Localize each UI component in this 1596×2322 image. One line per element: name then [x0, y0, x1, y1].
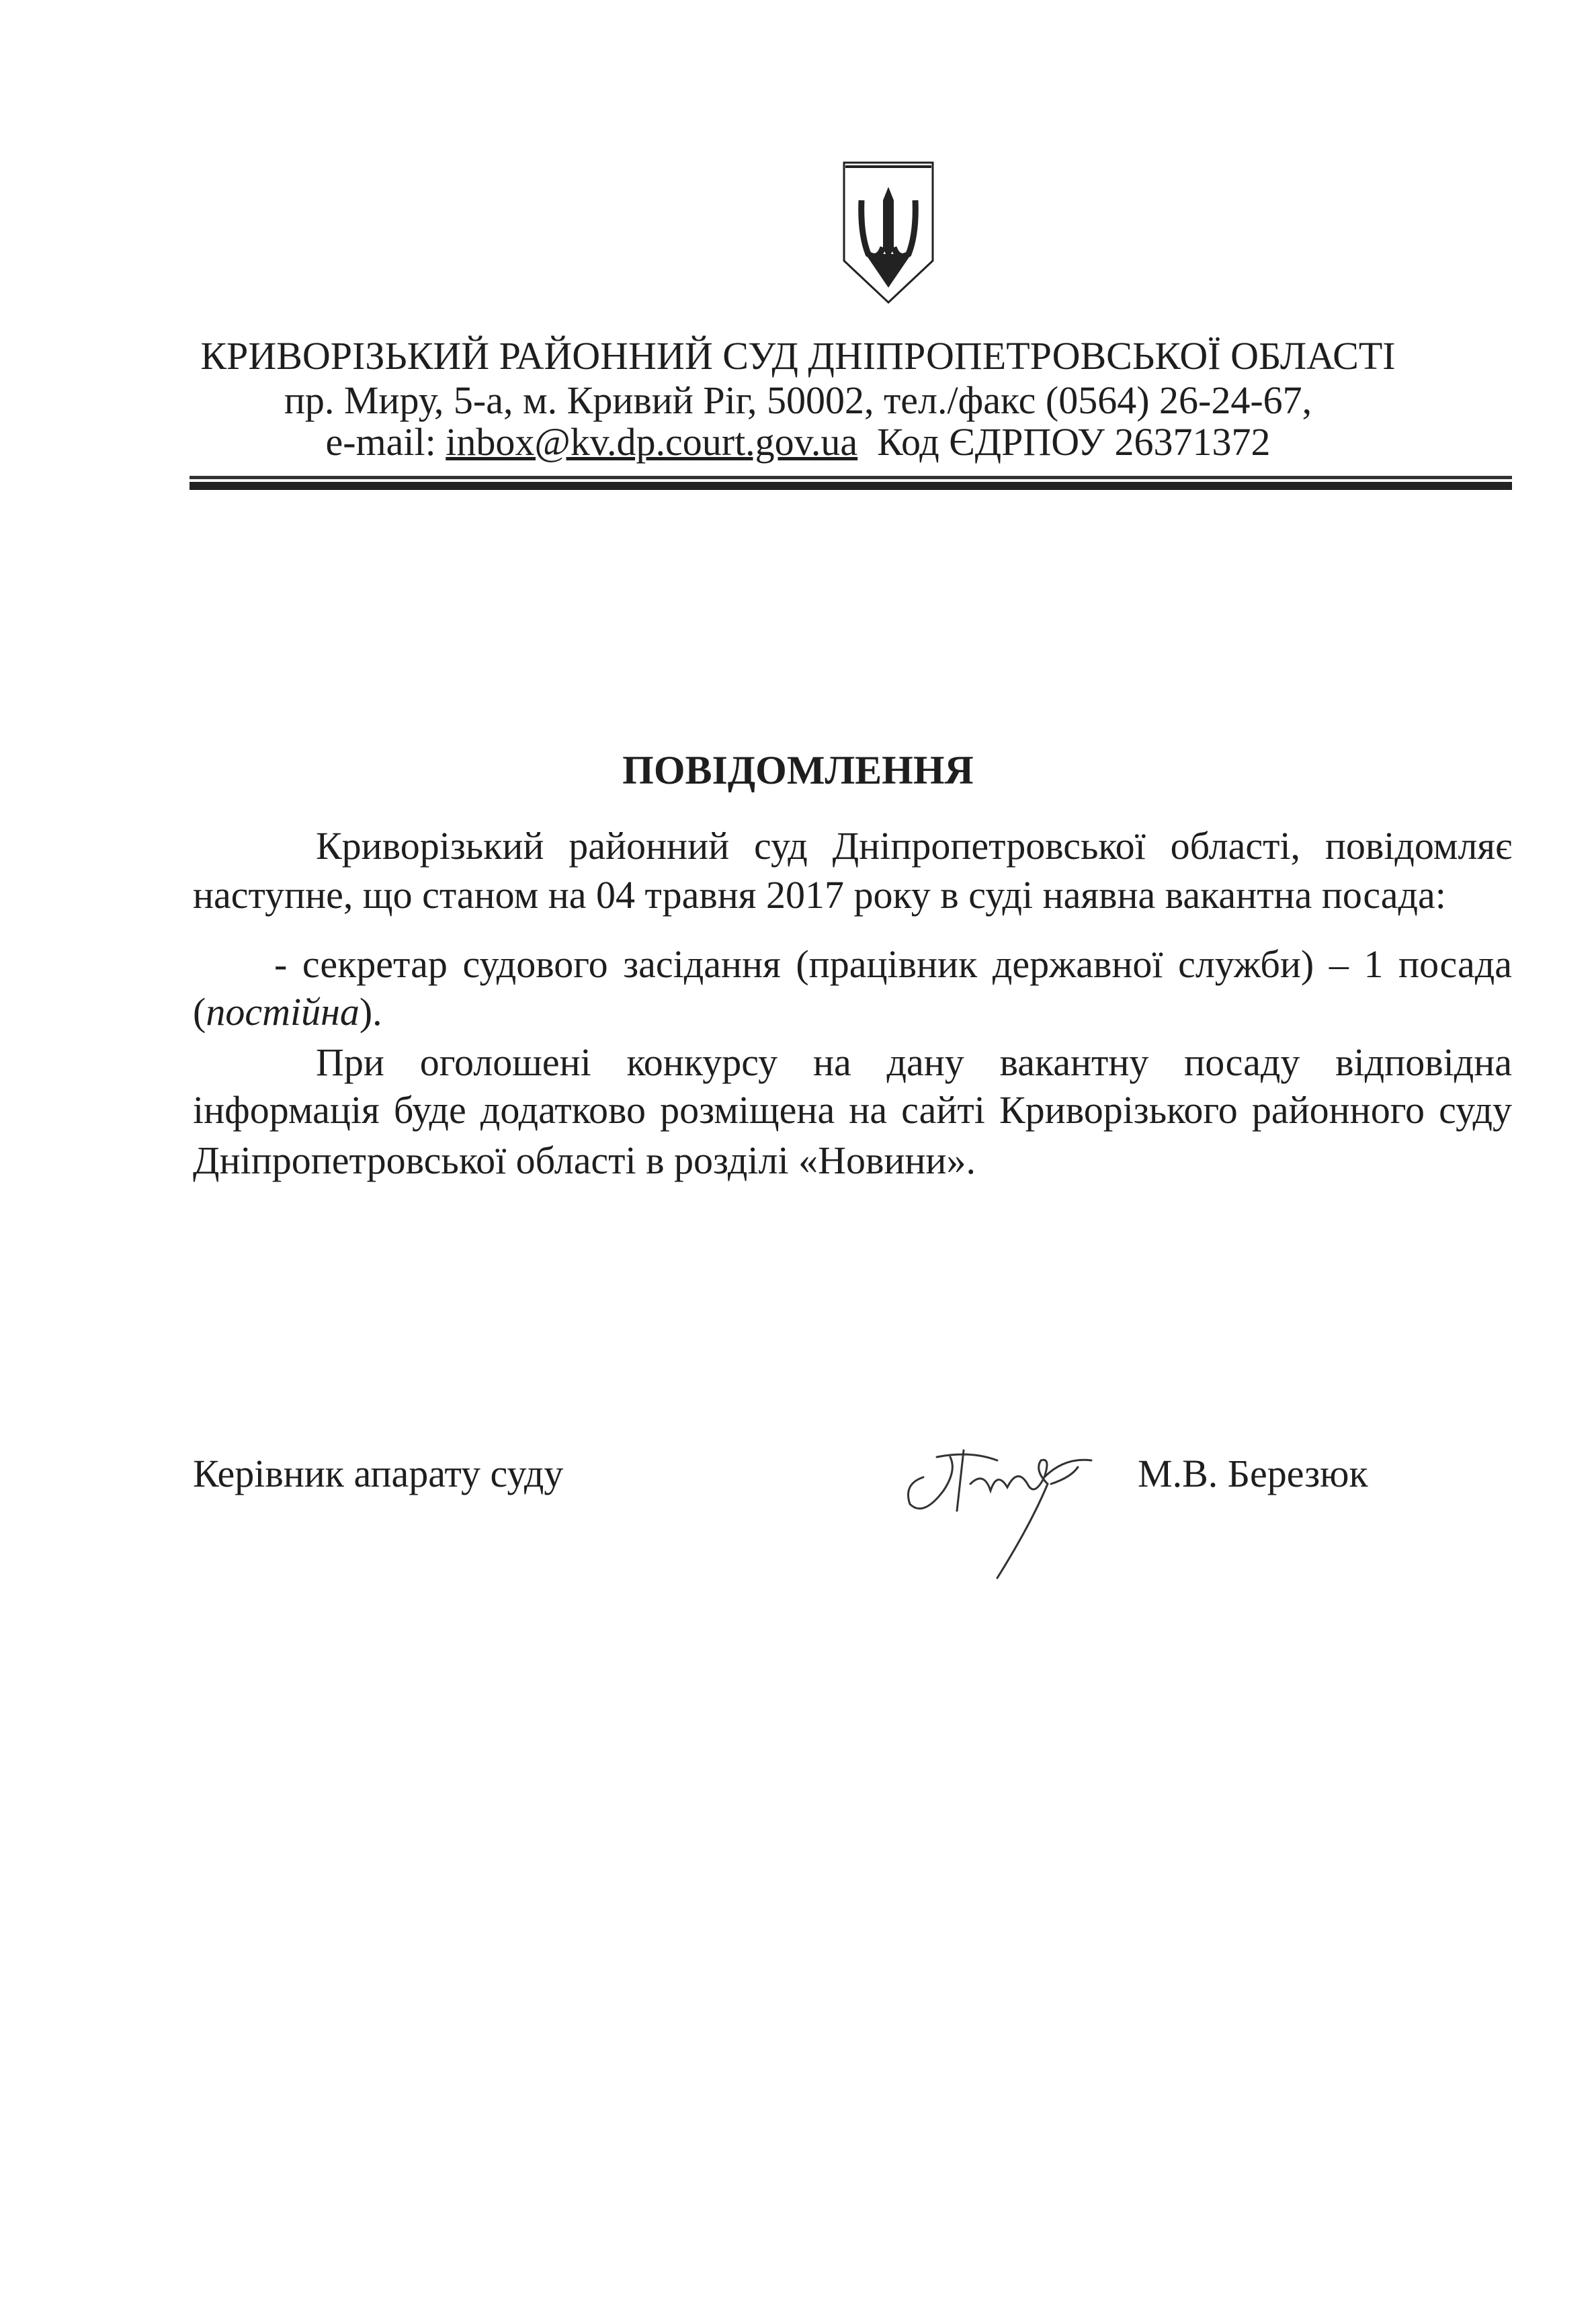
- trident-icon: [841, 160, 935, 305]
- handwritten-signature: [896, 1430, 1118, 1581]
- paragraph-2-line-1: При оголошені конкурсу на дану вакантну посаду відповідна: [316, 1040, 1512, 1084]
- paragraph-1-line-1: Криворізький районний суд Дніпропетровської області, повідомляє: [316, 824, 1512, 868]
- vacancy-item: - секретар судового засідання (працівник державної служби) – 1 посада: [274, 942, 1512, 986]
- vacancy-type: (постійна).: [193, 990, 382, 1034]
- header-rule-thick: [190, 482, 1512, 490]
- organization-contacts: [0, 420, 1596, 464]
- email-link[interactable]: inbox@kv.dp.court.gov.ua: [446, 420, 858, 464]
- organization-address: пр. Миру, 5-а, м. Кривий Ріг, 50002, тел./факс (0564) 26-24-67,: [284, 378, 1312, 422]
- email-label: e-mail:: [325, 420, 436, 464]
- edrpou-code: Код ЄДРПОУ 26371372: [877, 420, 1271, 464]
- signatory-name: М.В. Березюк: [1138, 1452, 1368, 1495]
- court-emblem: [841, 160, 935, 305]
- document-title: ПОВІДОМЛЕННЯ: [622, 748, 974, 792]
- organization-name: КРИВОРІЗЬКИЙ РАЙОННИЙ СУД ДНІПРОПЕТРОВСЬКОЇ ОБЛАСТІ: [200, 334, 1396, 378]
- header-rule-thin: [190, 476, 1512, 479]
- paragraph-2-line-3: Дніпропетровської області в розділі «Новини».: [193, 1138, 976, 1182]
- paragraph-1-line-2: наступне, що станом на 04 травня 2017 року в суді наявна вакантна посада:: [193, 873, 1446, 917]
- signatory-position: Керівник апарату суду: [193, 1452, 564, 1495]
- paragraph-2-line-2: інформація буде додатково розміщена на сайті Криворізького районного суду: [193, 1088, 1512, 1132]
